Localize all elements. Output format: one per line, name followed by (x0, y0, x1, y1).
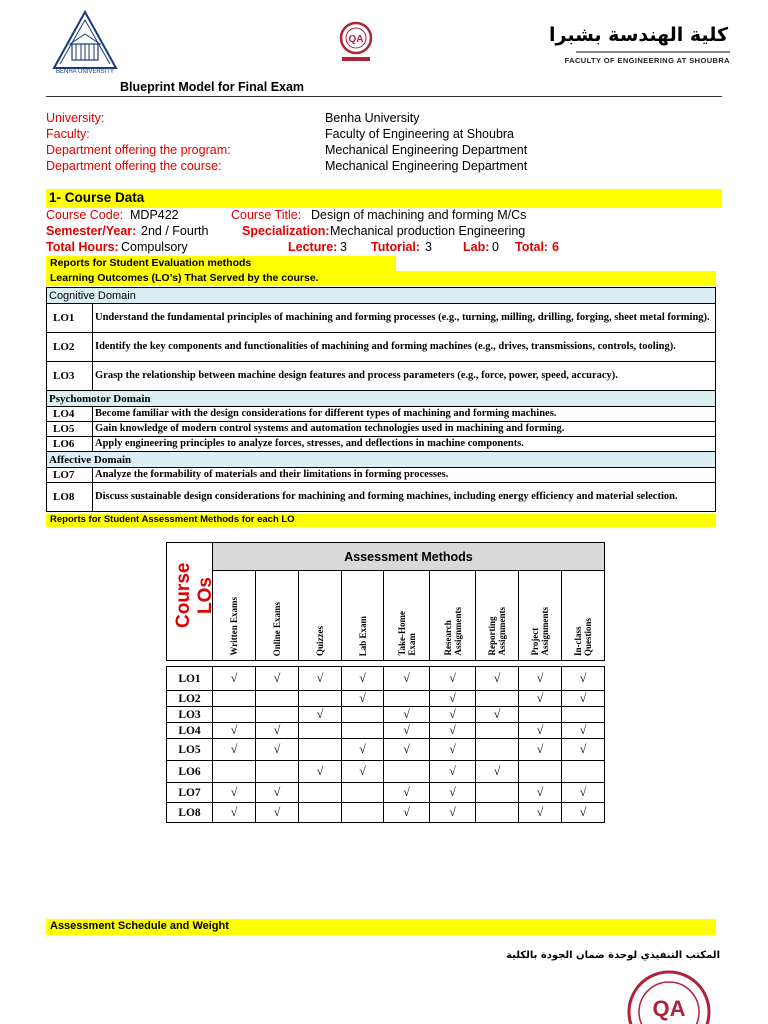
method-label: Quizzes (315, 626, 325, 656)
method-header (430, 571, 476, 661)
learning-outcomes-text: Learning Outcomes (LO’s) That Served by the course. (50, 272, 319, 284)
lo-description: Analyze the formability of materials and their limitations in forming processes. (93, 468, 716, 483)
qa-seal-logo (620, 964, 718, 1024)
check-mark: √ (449, 691, 456, 705)
assessment-cell (213, 783, 256, 803)
assessment-lo-code: LO4 (167, 723, 213, 739)
total-label: Total: (515, 240, 549, 254)
assessment-cell (476, 761, 519, 783)
course-los-label: Course LOs (173, 562, 216, 629)
specialization-value: Mechanical production Engineering (330, 224, 526, 238)
lo-code: LO4 (47, 407, 93, 422)
check-mark: √ (493, 707, 501, 721)
check-mark: √ (579, 671, 587, 685)
total-hours-value: Compulsory (121, 240, 188, 254)
assessment-cell (384, 707, 430, 723)
assessment-cell (562, 723, 605, 739)
assessment-lo-code: LO8 (167, 803, 213, 823)
assessment-cell (213, 739, 256, 761)
lo-code: LO3 (47, 362, 93, 391)
assessment-cell (562, 761, 605, 783)
check-mark: √ (230, 785, 238, 799)
lo-description: Understand the fundamental principles of machining and forming processes (e.g., turning, milling, drilling, forging, sheet metal forming). (93, 304, 716, 333)
svg-text:QA: QA (348, 34, 364, 45)
method-label: Research Assignments (442, 607, 463, 656)
svg-text:BENHA UNIVERSITY: BENHA UNIVERSITY (55, 69, 115, 74)
assessment-cell (519, 723, 562, 739)
check-mark: √ (449, 785, 456, 799)
assessment-methods-title: Assessment Methods (213, 543, 605, 571)
check-mark: √ (449, 742, 456, 756)
total-hours-label: Total Hours: (46, 240, 119, 254)
check-mark: √ (316, 671, 324, 685)
check-mark: √ (449, 723, 456, 737)
check-mark: √ (316, 764, 324, 778)
method-header (519, 571, 562, 661)
lo-description: Apply engineering principles to analyze forces, stresses, and deflections in machine components. (93, 437, 716, 452)
reports-assess-text: Reports for Student Assessment Methods for each LO (50, 514, 295, 525)
domain-cognitive: Cognitive Domain (47, 288, 716, 304)
method-label: In-class Questions (573, 617, 593, 656)
check-mark: √ (579, 691, 587, 705)
assessment-methods-matrix (166, 542, 604, 819)
tutorial-value: 3 (425, 240, 432, 254)
assessment-row (167, 707, 605, 723)
check-mark: √ (230, 805, 238, 819)
section-title-bar (46, 189, 722, 208)
assessment-cell (213, 723, 256, 739)
assessment-row (167, 691, 605, 707)
assessment-cell (342, 691, 384, 707)
check-mark: √ (493, 671, 501, 685)
lecture-value: 3 (340, 240, 347, 254)
method-header (213, 571, 256, 661)
method-header (342, 571, 384, 661)
check-mark: √ (449, 764, 456, 778)
lo-description: Gain knowledge of modern control systems and automation technologies used in machining and forming. (93, 422, 716, 437)
method-label: Online Exams (272, 601, 282, 656)
lo-code: LO5 (47, 422, 93, 437)
assessment-cell (256, 783, 299, 803)
check-mark: √ (230, 723, 238, 737)
check-mark: √ (273, 742, 281, 756)
assessment-row (167, 739, 605, 761)
assessment-lo-code: LO5 (167, 739, 213, 761)
document-title: Blueprint Model for Final Exam (120, 80, 305, 94)
assessment-cell (430, 707, 476, 723)
check-mark: √ (273, 805, 281, 819)
assessment-cell (342, 723, 384, 739)
method-label: Written Exams (229, 597, 239, 656)
assessment-row (167, 783, 605, 803)
assessment-cell (342, 761, 384, 783)
domain-affective: Affective Domain (47, 452, 716, 468)
check-mark: √ (359, 691, 366, 705)
assessment-methods-table (166, 542, 605, 823)
assessment-cell (299, 803, 342, 823)
lo-row (47, 362, 716, 391)
lo-row (47, 304, 716, 333)
assessment-cell (384, 783, 430, 803)
assessment-cell (384, 691, 430, 707)
faculty-name-english: FACULTY OF ENGINEERING AT SHOUBRA (564, 56, 730, 65)
assessment-cell (213, 707, 256, 723)
domain-psychomotor: Psychomotor Domain (47, 391, 716, 407)
total-value: 6 (552, 240, 559, 254)
check-mark: √ (536, 742, 544, 756)
info-label: Faculty: (46, 127, 90, 141)
method-label: Project Assignments (530, 607, 550, 656)
assessment-cell (519, 691, 562, 707)
check-mark: √ (449, 671, 456, 685)
assessment-cell (256, 667, 299, 691)
assessment-cell (299, 739, 342, 761)
assessment-cell (562, 783, 605, 803)
check-mark: √ (316, 707, 324, 721)
lo-code: LO2 (47, 333, 93, 362)
assessment-cell (519, 707, 562, 723)
assessment-cell (476, 667, 519, 691)
info-value: Faculty of Engineering at Shoubra (325, 127, 515, 141)
check-mark: √ (273, 785, 281, 799)
assessment-cell (430, 723, 476, 739)
assessment-cell (476, 691, 519, 707)
assessment-cell (430, 667, 476, 691)
schedule-text: Assessment Schedule and Weight (50, 920, 229, 932)
assessment-cell (342, 783, 384, 803)
method-header (384, 571, 430, 661)
method-label: Reporting Assignments (487, 607, 507, 656)
method-header (299, 571, 342, 661)
assessment-cell (519, 739, 562, 761)
method-label: Lab Exam (357, 615, 368, 656)
method-label: Take-Home Exam (396, 611, 417, 656)
assessment-row (167, 803, 605, 823)
assessment-matrix-body (167, 661, 605, 823)
check-mark: √ (403, 785, 410, 799)
method-header (562, 571, 605, 661)
method-header (256, 571, 299, 661)
specialization-label: Specialization: (242, 224, 330, 238)
lab-value: 0 (492, 240, 499, 254)
info-value: Benha University (325, 111, 420, 125)
faculty-name-arabic: كلية الهندسة بشبرا (549, 24, 728, 46)
check-mark: √ (359, 671, 366, 685)
check-mark: √ (536, 785, 544, 799)
lo-code: LO7 (47, 468, 93, 483)
assessment-cell (430, 761, 476, 783)
assessment-cell (342, 803, 384, 823)
assessment-cell (476, 739, 519, 761)
assessment-cell (342, 707, 384, 723)
check-mark: √ (359, 764, 366, 778)
assessment-cell (342, 739, 384, 761)
section-title: 1- Course Data (49, 190, 145, 205)
lo-code: LO8 (47, 483, 93, 512)
info-label: Department offering the course: (46, 159, 222, 173)
course-code-label: Course Code: (46, 208, 124, 222)
lo-row (47, 407, 716, 422)
lo-row (47, 468, 716, 483)
assessment-cell (256, 707, 299, 723)
assessment-cell (562, 803, 605, 823)
assessment-cell (562, 707, 605, 723)
assessment-cell (384, 803, 430, 823)
reports-eval-text: Reports for Student Evaluation methods (50, 257, 252, 269)
check-mark: √ (493, 764, 501, 778)
lo-description: Identify the key components and functionalities of machining and forming machines (e.g., drives, transmissions, controls, tooling). (93, 333, 716, 362)
assessment-cell (519, 803, 562, 823)
assessment-cell (299, 707, 342, 723)
lab-label: Lab: (463, 240, 490, 254)
lo-description: Grasp the relationship between machine design features and process parameters (e.g., force, power, speed, accuracy). (93, 362, 716, 391)
footer-arabic-text: المكتب التنفيذي لوحدة ضمان الجودة بالكلية (506, 950, 720, 961)
info-row-university (46, 110, 726, 126)
header-divider (46, 96, 722, 97)
assessment-cell (384, 761, 430, 783)
assessment-lo-code: LO6 (167, 761, 213, 783)
lo-row (47, 437, 716, 452)
method-header (476, 571, 519, 661)
check-mark: √ (403, 805, 410, 819)
course-title-label: Course Title: (231, 208, 302, 222)
lo-code: LO6 (47, 437, 93, 452)
check-mark: √ (536, 805, 544, 819)
course-los-header (167, 543, 216, 661)
assessment-cell (384, 739, 430, 761)
assessment-lo-code: LO2 (167, 691, 213, 707)
assessment-cell (562, 691, 605, 707)
course-title: Design of machining and forming M/Cs (311, 208, 527, 222)
info-value: Mechanical Engineering Department (325, 159, 528, 173)
check-mark: √ (359, 742, 366, 756)
check-mark: √ (403, 671, 410, 685)
assessment-cell (519, 783, 562, 803)
assessment-row (167, 761, 605, 783)
check-mark: √ (579, 742, 587, 756)
method-header-row (167, 571, 605, 661)
assessment-cell (342, 667, 384, 691)
domain-row-affective (47, 452, 716, 468)
assessment-cell (476, 803, 519, 823)
check-mark: √ (273, 671, 281, 685)
lo-description: Discuss sustainable design considerations for machining and forming machines, including energy efficiency and material selection. (93, 483, 716, 512)
assessment-cell (519, 667, 562, 691)
assessment-cell (476, 723, 519, 739)
check-mark: √ (579, 723, 587, 737)
assessment-cell (213, 667, 256, 691)
assessment-cell (562, 667, 605, 691)
assessment-cell (299, 723, 342, 739)
semester-label: Semester/Year: (46, 224, 137, 238)
assessment-cell (476, 707, 519, 723)
check-mark: √ (403, 742, 410, 756)
assessment-cell (256, 803, 299, 823)
assessment-cell (299, 691, 342, 707)
course-code: MDP422 (130, 208, 179, 222)
lo-row (47, 422, 716, 437)
assessment-cell (256, 723, 299, 739)
assessment-row (167, 723, 605, 739)
check-mark: √ (536, 723, 544, 737)
lo-row (47, 483, 716, 512)
assessment-cell (519, 761, 562, 783)
assessment-lo-code: LO3 (167, 707, 213, 723)
assessment-cell (430, 691, 476, 707)
assessment-cell (256, 691, 299, 707)
assessment-cell (299, 761, 342, 783)
lecture-label: Lecture: (288, 240, 338, 254)
assessment-cell (256, 739, 299, 761)
info-value: Mechanical Engineering Department (325, 143, 528, 157)
assessment-cell (299, 667, 342, 691)
lo-description: Become familiar with the design considerations for different types of machining and forming machines. (93, 407, 716, 422)
check-mark: √ (230, 671, 238, 685)
assessment-cell (384, 667, 430, 691)
assessment-cell (256, 761, 299, 783)
assessment-row (167, 667, 605, 691)
check-mark: √ (536, 691, 544, 705)
info-row-faculty (46, 126, 726, 142)
check-mark: √ (403, 707, 410, 721)
check-mark: √ (449, 707, 456, 721)
lo-row (47, 333, 716, 362)
check-mark: √ (403, 723, 410, 737)
info-row-program-department (46, 142, 726, 158)
learning-outcomes-table (46, 287, 716, 512)
info-row-course-department (46, 158, 726, 174)
semester-value: 2nd / Fourth (141, 224, 209, 238)
assessment-cell (430, 739, 476, 761)
tutorial-label: Tutorial: (371, 240, 421, 254)
assessment-title-row (167, 543, 605, 571)
assessment-cell (213, 691, 256, 707)
assessment-cell (430, 803, 476, 823)
faculty-divider (576, 51, 730, 53)
info-label: Department offering the program: (46, 143, 231, 157)
check-mark: √ (230, 742, 238, 756)
benha-university-logo (50, 8, 120, 74)
assessment-lo-code: LO7 (167, 783, 213, 803)
qa-logo (338, 20, 374, 68)
info-label: University: (46, 111, 105, 125)
assessment-cell (430, 783, 476, 803)
assessment-lo-code: LO1 (167, 667, 213, 691)
check-mark: √ (273, 723, 281, 737)
domain-row-cognitive (47, 288, 716, 304)
assessment-cell (213, 803, 256, 823)
lo-code: LO1 (47, 304, 93, 333)
assessment-cell (562, 739, 605, 761)
check-mark: √ (449, 805, 456, 819)
domain-row-psychomotor (47, 391, 716, 407)
check-mark: √ (579, 805, 587, 819)
assessment-cell (384, 723, 430, 739)
check-mark: √ (579, 785, 587, 799)
check-mark: √ (536, 671, 544, 685)
assessment-cell (299, 783, 342, 803)
assessment-cell (213, 761, 256, 783)
svg-text:QA: QA (652, 996, 686, 1021)
assessment-cell (476, 783, 519, 803)
